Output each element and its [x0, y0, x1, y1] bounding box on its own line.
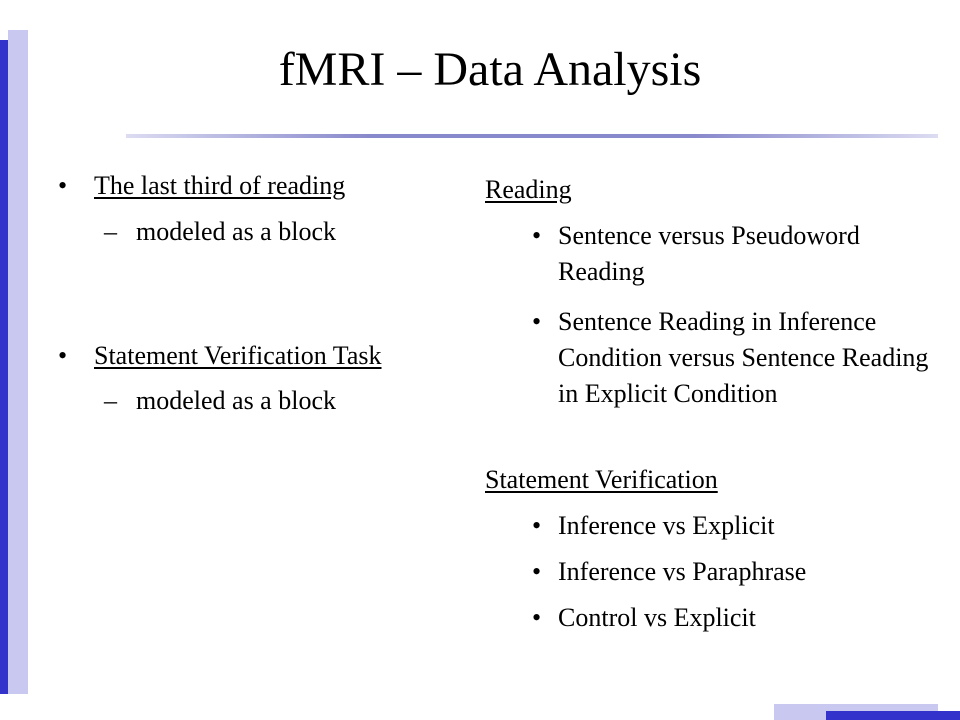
right-bullet-5: Control vs Explicit: [558, 603, 756, 632]
right-bullet-3: Inference vs Explicit: [558, 511, 775, 540]
right-bullet-2: Sentence Reading in Inference Condition versus Sentence Reading in Explicit Condition: [558, 307, 929, 408]
right-bullet-4: Inference vs Paraphrase: [558, 557, 807, 586]
left-item-sub-2: modeled as a block: [136, 386, 336, 415]
bullet-icon: •: [532, 307, 542, 336]
title-divider: [126, 134, 938, 138]
sub-dash-icon: –: [104, 217, 117, 246]
bullet-icon: •: [58, 171, 68, 200]
left-item-sub-1: modeled as a block: [136, 217, 336, 246]
left-item-heading-2: Statement Verification Task: [94, 341, 382, 370]
left-accent-bar-light: [8, 30, 28, 694]
right-bullet-1: Sentence versus Pseudoword Reading: [558, 221, 860, 286]
bullet-icon: •: [532, 511, 542, 540]
section-heading-statement-verification: Statement Verification: [485, 465, 718, 494]
bullet-icon: •: [532, 603, 542, 632]
bullet-icon: •: [58, 341, 68, 370]
bullet-icon: •: [532, 221, 542, 250]
left-item-heading-1: The last third of reading: [94, 171, 346, 200]
bullet-icon: •: [532, 557, 542, 586]
bottom-accent-bar-dark: [826, 711, 960, 720]
slide-title: fMRI – Data Analysis: [278, 43, 702, 96]
section-heading-reading: Reading: [485, 175, 572, 204]
left-accent-bar-dark: [0, 40, 8, 694]
sub-dash-icon: –: [104, 386, 117, 415]
